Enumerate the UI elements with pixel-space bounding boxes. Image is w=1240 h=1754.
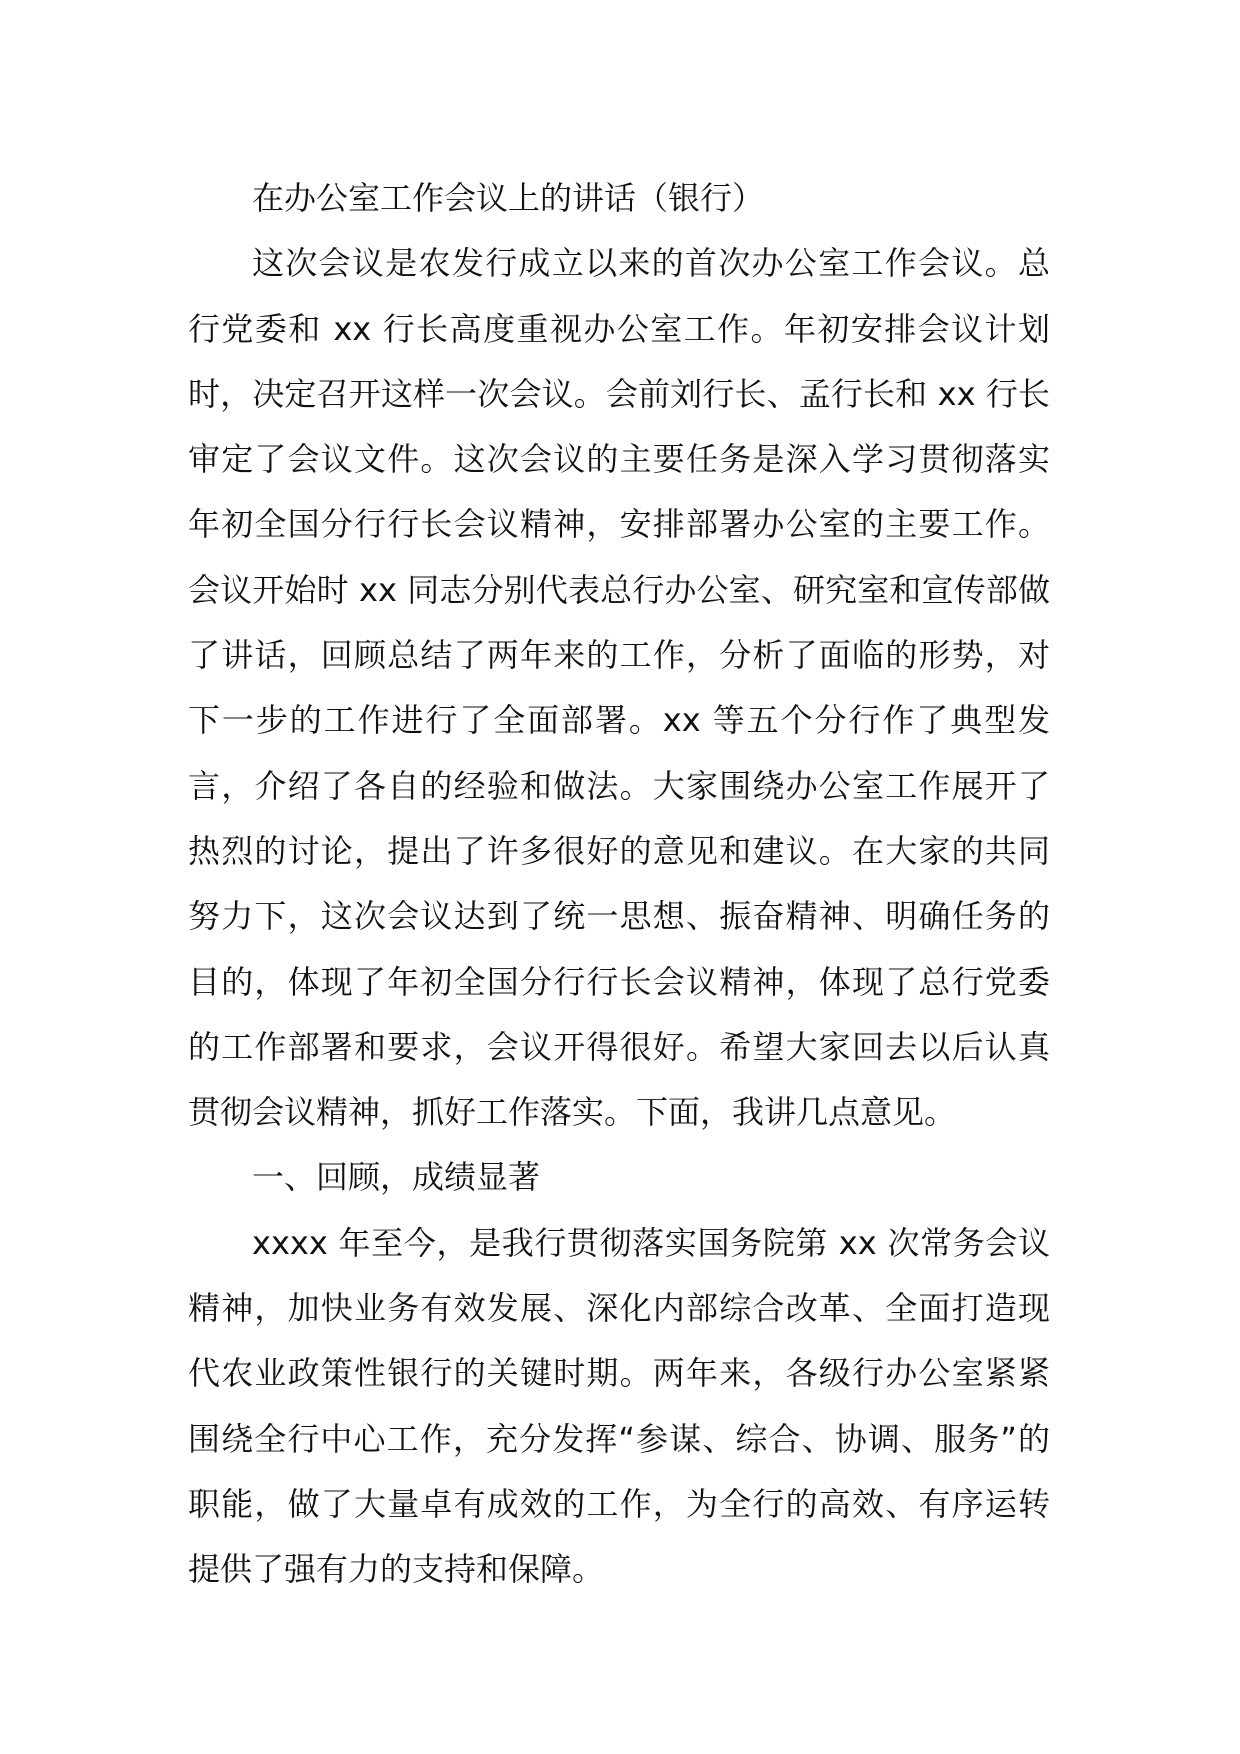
document-title: 在办公室工作会议上的讲话（银行）	[252, 179, 765, 217]
section-heading: 一、回顾，成绩显著	[252, 1158, 541, 1197]
document-body	[188, 166, 1050, 1603]
section-paragraph: xxxx 年至今，是我行贯彻落实国务院第 xx 次常务会议精神，加快业务有效发展、深化内部综合改革、全面打造现代农业政策性银行的关键时期。两年来，各级行办公室紧紧围绕全行中心工作，充分发挥“参谋、综合、协调、服务”的职能，做了大量卓有成效的工作，为全行的高效、有序运转提供了强有力的支持和保障。	[188, 1223, 1050, 1589]
intro-paragraph: 这次会议是农发行成立以来的首次办公室工作会议。总行党委和 xx 行长高度重视办公室工作。年初安排会议计划时，决定召开这样一次会议。会前刘行长、孟行长和 xx 行长审定了会议文件。这次会议的主要任务是深入学习贯彻落实年初全国分行行长会议精神，安排部署办公室的主要工作。会议开始时 xx 同志分别代表总行办公室、研究室和宣传部做了讲话，回顾总结了两年来的工作，分析了面临的形势，对下一步的工作进行了全面部署。xx 等五个分行作了典型发言，介绍了各自的经验和做法。大家围绕办公室工作展开了热烈的讨论，提出了许多很好的意见和建议。在大家的共同努力下，这次会议达到了统一思想、振奋精神、明确任务的目的，体现了年初全国分行行长会议精神，体现了总行党委的工作部署和要求，会议开得很好。希望大家回去以后认真贯彻会议精神，抓好工作落实。下面，我讲几点意见。	[188, 244, 1050, 1132]
